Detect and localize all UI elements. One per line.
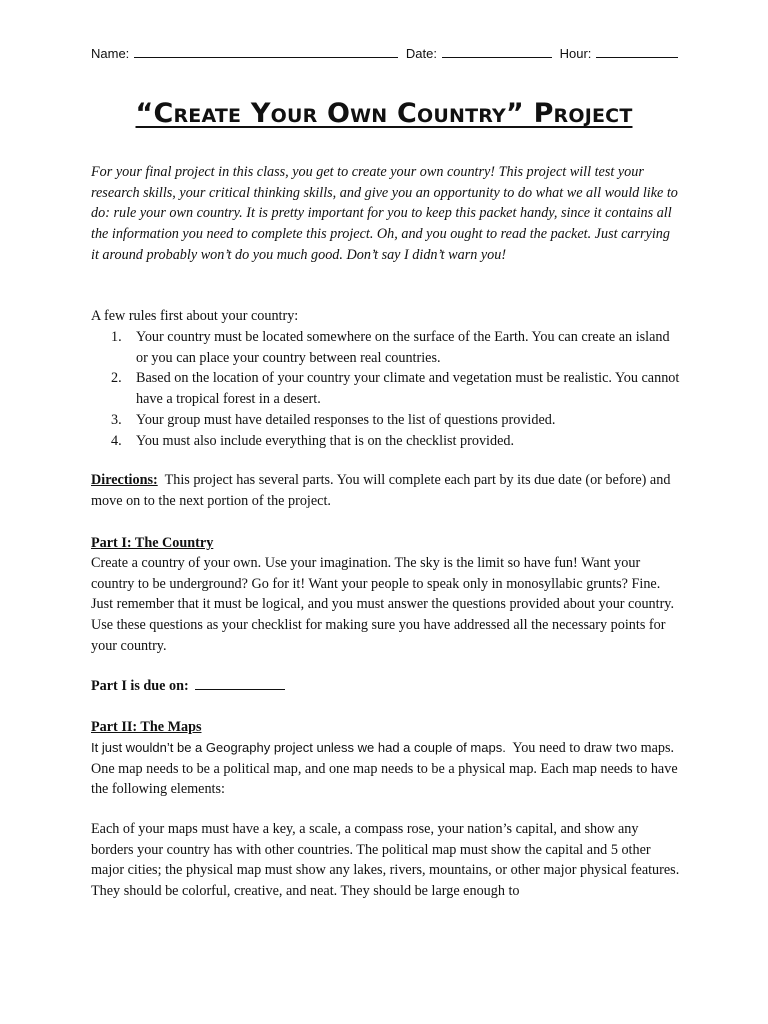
rules-list <box>91 327 681 451</box>
part2-heading: Part II: The Maps <box>91 719 202 735</box>
hour-blank <box>596 46 678 58</box>
name-blank <box>134 46 398 58</box>
part1-heading: Part I: The Country <box>91 535 214 551</box>
date-label: Date: <box>405 46 437 61</box>
directions-text: This project has several parts. You will complete each part by its due date (or before) and move on to the next portion of the project. <box>91 472 671 509</box>
rule-item: 3. Your group must have detailed responses to the list of questions provided. <box>111 411 556 428</box>
directions-label: Directions: <box>91 472 158 488</box>
page-title: “Create Your Own Country” Project <box>135 98 633 129</box>
due-date-blank <box>195 677 285 690</box>
date-blank <box>442 46 552 58</box>
rules-intro: A few rules first about your country: <box>91 308 299 324</box>
hour-label: Hour: <box>559 46 592 61</box>
directions-paragraph <box>91 470 681 511</box>
part2-text-2: Each of your maps must have a key, a scale, a compass rose, your nation’s capital, and show any borders your country has with other countries. The political map must show the capital and 5 other major cities; the physical map must show any lakes, rivers, mountains, or other major physical features. They should be colorful, creative, and neat. They should be large enough to <box>91 821 680 900</box>
part1-due-label: Part I is due on: <box>91 678 189 694</box>
student-info-header <box>91 46 691 61</box>
intro-paragraph: For your final project in this class, you get to create your own country! This project will test your research skills, your critical thinking skills, and give you an opportunity to do what we all would like to do: rule your own country. It is pretty important for you to keep this packet handy, since it contains all the information you need to complete this project. Oh, and you ought to read the packet. Just carrying it around probably won’t do you much good. Don’t say I didn’t warn you! <box>91 164 678 263</box>
rule-item: 2. Based on the location of your country your climate and vegetation must be realistic. You cannot have a tropical forest in a desert. <box>111 370 680 408</box>
part2-text-rest: You need to draw two maps. One map needs to be a political map, and one map needs to be a physical map. Each map needs to have the following elements: <box>91 740 678 798</box>
part2-text-first: It just wouldn’t be a Geography project unless we had a couple of maps. <box>91 740 506 755</box>
part1-text: Create a country of your own. Use your imagination. The sky is the limit so have fun! Want your country to be underground? Go for it! Want your people to speak only in monosyllabic grunts? Fine. Just remember that it must be logical, and you must answer the questions provided about your country. Use these questions as your checklist for making sure you have addressed all the necessary points for your country. <box>91 555 675 654</box>
part2-text <box>91 738 681 800</box>
part1-due-line <box>91 676 681 697</box>
name-label: Name: <box>91 46 130 61</box>
rule-item: 1. Your country must be located somewhere on the surface of the Earth. You can create an island or you can place your country between real countries. <box>111 329 670 366</box>
rule-item: 4. You must also include everything that is on the checklist provided. <box>111 432 515 449</box>
